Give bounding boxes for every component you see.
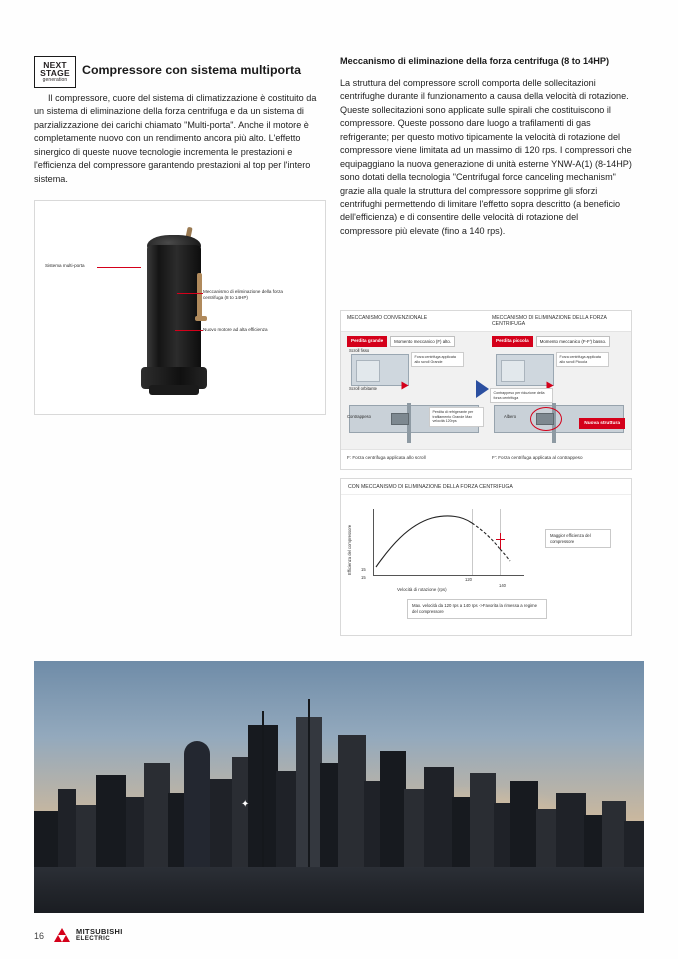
left-column	[34, 56, 326, 186]
photo-callout-multiporta: Sistema multi-porta	[45, 263, 85, 268]
photo-building	[338, 735, 366, 867]
photo-lens-flare-icon: ✦	[241, 799, 250, 810]
photo-building	[536, 809, 558, 867]
figure1-left-scroll-illustration	[351, 354, 409, 386]
photo-building	[210, 779, 234, 867]
photo-building	[624, 821, 644, 867]
photo-building	[276, 771, 298, 867]
photo-building	[96, 775, 126, 867]
figure-mechanism-comparison	[340, 310, 632, 470]
mitsubishi-electric-logo	[54, 928, 123, 943]
figure1-right-highlight-ellipse	[530, 407, 562, 431]
chart-y-axis-label: Efficienza del compressore	[347, 524, 352, 575]
figure1-left-force-arrow	[402, 382, 409, 390]
figure1-left-note-maxspeed: Perdita di refrigerante per trafilamento Grande Max velocità 120rps	[429, 407, 484, 427]
right-section-body: La struttura del compressore scroll comporta delle sollecitazioni centrifughe durante il funzionamento a causa della velocità di rotazione. Queste sollecitazioni sono applicate sulle spirali che costituiscono il compressore. Queste possono dare luogo a trafilamenti di gas refrigerante; per questo motivo tipicamente la velocità di rotazione del compressore viene limitata ad un massimo di 120 rps. I compressori che equipaggiano la nuova generazione di unità esterne YNW-A(1) (8-14HP) sono dotati della tecnologia "Centrifugal force canceling mechanism" grazie alla quale la struttura del compressore sopprime gli sforzi centrifughi permettendo di limitare l'effetto sopra descritto (a beneficio dell'efficienza) e di consentire delle velocità di rotazione del compressore più elevate (fino a 140 rps).	[340, 77, 632, 236]
figure1-panels	[341, 332, 631, 449]
figure1-transition-arrow-icon	[476, 380, 489, 398]
figure1-panel-new	[486, 332, 631, 449]
photo-building	[320, 763, 340, 867]
photo-building	[76, 805, 98, 867]
right-section-title: Meccanismo di eliminazione della forza centrifuga (8 to 14HP)	[340, 56, 610, 66]
right-column	[340, 56, 632, 238]
photo-building	[34, 811, 60, 867]
compressor-shell	[147, 245, 201, 375]
badge-line-1: NEXT	[43, 59, 67, 70]
brand-line-2: ELECTRIC	[76, 935, 111, 943]
next-stage-badge	[34, 56, 76, 88]
mitsubishi-diamond-icon	[54, 928, 71, 943]
figure1-left-tag-white: Momento meccanico (F) alto.	[390, 336, 455, 347]
page-number: 16	[34, 930, 45, 941]
photo-building	[584, 815, 604, 867]
badge-line-3: generation	[42, 77, 68, 84]
compressor-pipe-outlet	[195, 316, 207, 321]
figure1-panel-conventional	[341, 332, 486, 449]
figure1-footer-row	[341, 449, 631, 470]
brand-text	[76, 928, 123, 942]
figure1-left-label-orbiting-scroll: Scroll orbitante	[349, 386, 377, 391]
chart-tick-x1: 120	[465, 577, 472, 582]
chart-tick-y2: 15	[361, 575, 366, 580]
figure1-header-row	[341, 311, 631, 332]
photo-building	[556, 793, 586, 867]
left-section-title: Compressore con sistema multiporta	[82, 63, 301, 77]
figure1-right-note-centrifugal: Forza centrifuga applicata allo scroll Piccola	[556, 352, 609, 367]
chart-red-marker-2	[500, 533, 501, 549]
chart-note-speed: Max. velocità da 120 rps a 140 rps ->Favorita la rimessa a regime del compressore	[407, 599, 547, 619]
callout-line-2	[177, 293, 203, 294]
figure1-new-structure-badge: Nuova struttura	[579, 418, 625, 429]
figure1-left-label-fixed-scroll: Scroll fisso	[349, 348, 370, 353]
compressor-foot	[149, 385, 199, 395]
left-section-body	[34, 92, 326, 186]
callout-line-3	[175, 330, 203, 331]
figure1-right-note-counterweight: Contrappeso per riduzione della forza centrifuga	[490, 388, 553, 403]
photo-building	[144, 763, 170, 867]
figure1-footnote-left: F: Forza centrifuga applicata allo scroll	[347, 455, 426, 460]
figure1-right-label-shaft: Albero	[504, 414, 517, 419]
photo-callout-motor: Nuovo motore ad alta efficienza	[203, 327, 268, 332]
figure1-right-tag-red: Perdita piccola	[492, 336, 533, 347]
photo-water	[34, 867, 644, 913]
photo-round-tower	[184, 741, 210, 867]
figure1-left-counterweight	[391, 413, 409, 425]
figure1-footnote-right: F': Forza centrifuga applicata al contrappeso	[492, 455, 583, 460]
figure1-left-scroll-inner	[356, 360, 380, 382]
figure1-header-right: MECCANISMO DI ELIMINAZIONE DELLA FORZA CENTRIFUGA	[492, 315, 607, 328]
badge-line-2: STAGE	[40, 68, 70, 79]
chart-callout-efficiency: Maggior efficienza del compressore	[545, 529, 611, 548]
left-body-text: Il compressore, cuore del sistema di climatizzazione è costituito da un sistema di eliminazione della forza centrifuga e da un sistema di parzializzazione dei carichi chiamato "Multi-porta". Anche il motore è completamente nuovo con un rendimento ancora più alto. L'effetto sinergico di queste nuove tecnologie incrementa le prestazioni e l'efficienza del compressore garantendo prestazioni al top per l'intero sistema.	[34, 93, 317, 184]
photo-building	[424, 767, 454, 867]
photo-spire	[262, 711, 264, 867]
compressor-photo	[34, 200, 326, 415]
city-skyline-photo	[34, 661, 644, 913]
brand-line-1: MITSUBISHI	[76, 927, 123, 937]
chart-tick-x2: 140	[499, 583, 506, 588]
figure1-right-tag-white: Momento meccanico (F-F') basso.	[536, 336, 610, 347]
figure1-right-tags	[492, 336, 610, 347]
figure1-left-tag-red: Perdita grande	[347, 336, 387, 347]
photo-building	[404, 789, 426, 867]
photo-building	[380, 751, 406, 867]
figure2-header: CON MECCANISMO DI ELIMINAZIONE DELLA FORZA CENTRIFUGA	[341, 479, 631, 495]
chart-curves	[374, 509, 524, 575]
photo-building	[58, 789, 76, 867]
photo-spire	[308, 699, 310, 867]
chart-tick-y1: 15	[361, 567, 366, 572]
page-footer	[34, 928, 123, 943]
photo-building	[126, 797, 146, 867]
figure1-left-note-centrifugal: Forza centrifuga applicata allo scroll Grande	[411, 352, 464, 367]
left-title-row	[34, 56, 326, 88]
chart-x-axis-label: Velocità di rotazione (rps)	[397, 587, 447, 592]
photo-building	[510, 781, 538, 867]
figure1-right-scroll-illustration	[496, 354, 554, 386]
photo-building	[470, 773, 496, 867]
compressor-pipe-side	[197, 273, 202, 321]
photo-building	[452, 797, 472, 867]
chart-plot	[373, 509, 524, 576]
figure1-header-left: MECCANISMO CONVENZIONALE	[347, 315, 428, 321]
figure1-left-label-counterweight: Contrappeso	[347, 414, 371, 419]
chart-area	[349, 503, 623, 623]
figure1-right-scroll-inner	[501, 360, 525, 382]
photo-building	[602, 801, 626, 867]
figure1-left-tags	[347, 336, 455, 347]
figure-efficiency-chart	[340, 478, 632, 636]
compressor-illustration	[139, 221, 209, 397]
photo-callout-mechanism: Meccanismo di eliminazione della forza centrifuga (8 to 14HP)	[203, 289, 283, 301]
